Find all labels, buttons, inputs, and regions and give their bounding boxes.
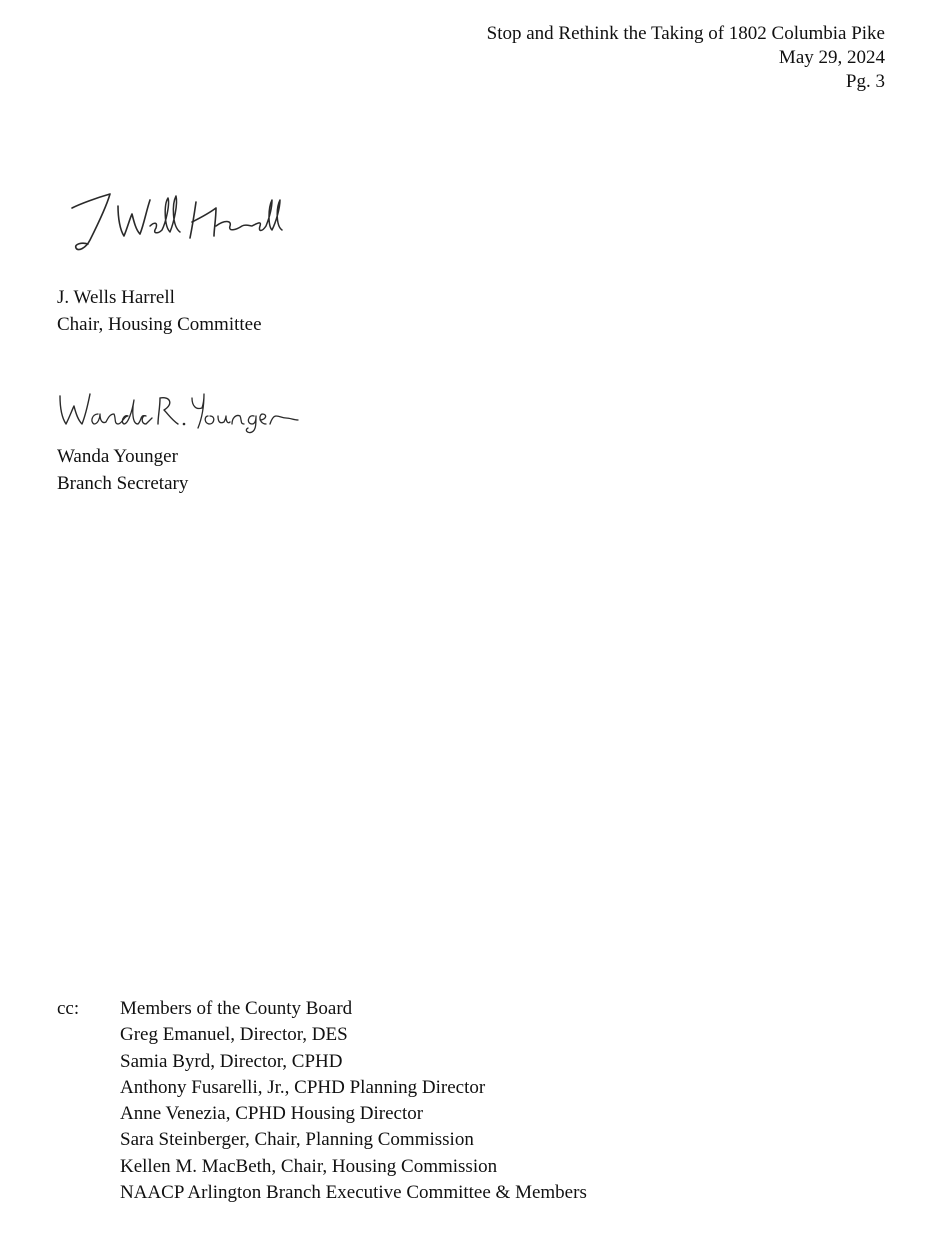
younger-signature-block bbox=[57, 443, 188, 497]
header-date: May 29, 2024 bbox=[778, 47, 885, 68]
signer-title: Branch Secretary bbox=[57, 473, 189, 494]
header-page-number: Pg. 3 bbox=[845, 71, 885, 92]
cc-recipient: NAACP Arlington Branch Executive Committee & Members bbox=[120, 1182, 587, 1204]
younger-signature bbox=[54, 386, 304, 436]
cc-recipient: Greg Emanuel, Director, DES bbox=[120, 1024, 348, 1046]
cc-recipient: Samia Byrd, Director, CPHD bbox=[120, 1050, 343, 1072]
signer-title: Chair, Housing Committee bbox=[57, 314, 262, 335]
cc-recipient: Sara Steinberger, Chair, Planning Commission bbox=[120, 1129, 474, 1151]
cc-recipient: Kellen M. MacBeth, Chair, Housing Commission bbox=[120, 1155, 498, 1177]
cc-recipient: Members of the County Board bbox=[120, 998, 353, 1019]
signer-name: J. Wells Harrell bbox=[57, 287, 175, 308]
cc-recipient: Anne Venezia, CPHD Housing Director bbox=[120, 1103, 424, 1125]
page-header bbox=[487, 22, 885, 94]
cc-recipient-list bbox=[120, 996, 740, 1206]
header-subject: Stop and Rethink the Taking of 1802 Columbia Pike bbox=[486, 23, 885, 44]
cc-recipient: Anthony Fusarelli, Jr., CPHD Planning Director bbox=[120, 1076, 486, 1098]
harrell-signature bbox=[66, 186, 291, 266]
cc-label: cc: bbox=[57, 998, 80, 1019]
harrell-signature-block bbox=[57, 284, 262, 338]
signer-name: Wanda Younger bbox=[57, 446, 178, 467]
